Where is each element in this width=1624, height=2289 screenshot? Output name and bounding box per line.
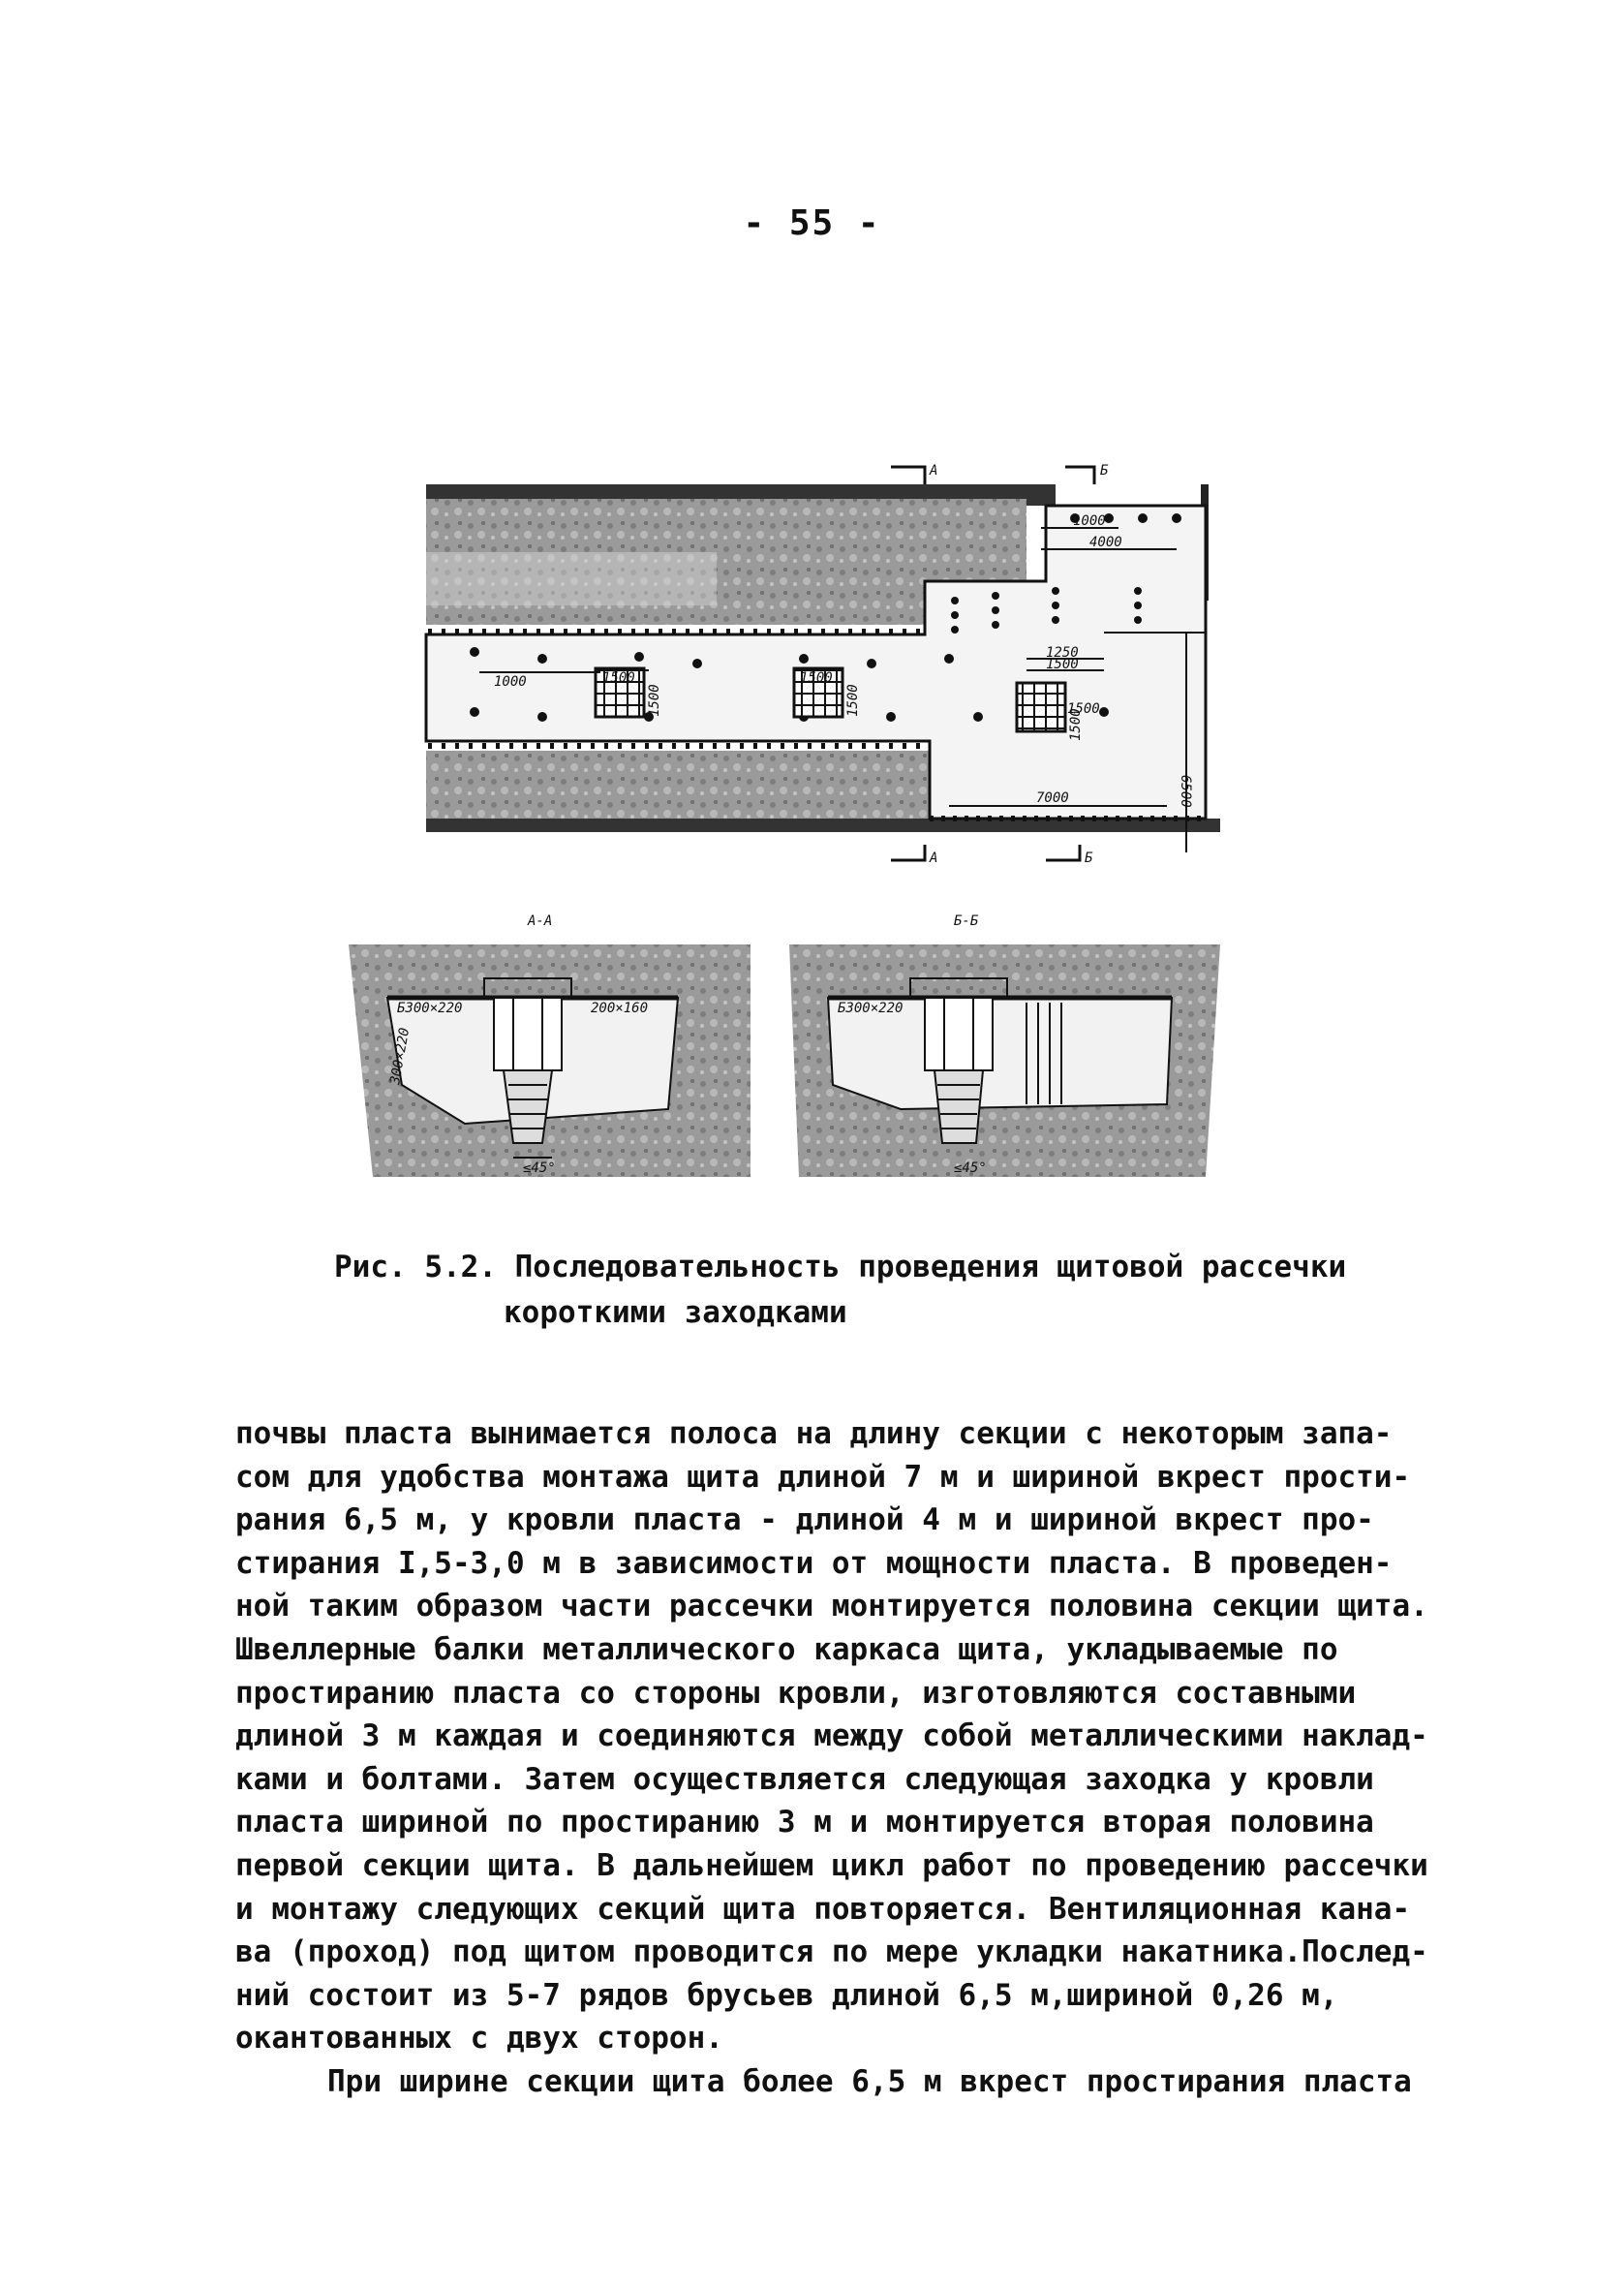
section-mark-b-top: Б: [1100, 463, 1109, 479]
caption-line-1: Рис. 5.2. Последовательность проведения щитовой рассечки: [334, 1250, 1347, 1284]
beam-label-aa-left: Б300×220: [397, 1001, 463, 1016]
section-mark-a-bottom: А: [930, 851, 938, 866]
section-mark-b-bottom: Б: [1085, 851, 1093, 866]
dim-1500-c: 1500: [1067, 701, 1100, 717]
text-line-indented: При ширине секции щита более 6,5 м вкрест простирания пласта: [327, 2063, 1412, 2099]
section-mark-a-top: A: [930, 463, 938, 479]
text-line: стирания I,5-3,0 м в зависимости от мощности пласта. В проведен-: [235, 1545, 1393, 1581]
page-number: - 55 -: [743, 203, 881, 243]
text-line: простиранию пласта со стороны кровли, изготовляются составными: [235, 1675, 1357, 1711]
dim-1500-a: 1500: [602, 670, 635, 686]
dim-7000: 7000: [1036, 790, 1069, 806]
angle-label-aa: ≤45°: [523, 1160, 556, 1176]
angle-label-bb: ≤45°: [954, 1160, 987, 1176]
dim-4000: 4000: [1089, 535, 1122, 550]
section-title-bb: Б-Б: [954, 913, 979, 929]
beam-label-bb-left: Б300×220: [838, 1001, 904, 1016]
text-line: длиной 3 м каждая и соединяются между собой металлическими наклад-: [235, 1718, 1428, 1754]
section-bb: [789, 944, 1220, 1177]
dim-1000-top: 1000: [1073, 513, 1106, 529]
text-line: ва (проход) под щитом проводится по мере укладки накатника.Послед-: [235, 1934, 1428, 1970]
text-line: почвы пласта вынимается полоса на длину секции с некоторым запа-: [235, 1416, 1393, 1451]
text-line: и монтажу следующих секций щита повторяется. Вентиляционная кана-: [235, 1891, 1411, 1927]
text-line: сом для удобства монтажа щита длиной 7 м и шириной вкрест прости-: [235, 1459, 1411, 1495]
dim-1500-v1: 1500: [647, 684, 662, 717]
section-aa: [349, 944, 751, 1177]
support-frame-3: [1017, 683, 1065, 731]
dim-1500-b: 1500: [800, 670, 833, 686]
text-line: Швеллерные балки металлического каркаса щита, укладываемые по: [235, 1631, 1338, 1667]
text-line: ной таким образом части рассечки монтируется половина секции щита.: [235, 1589, 1428, 1624]
text-line: ками и болтами. Затем осуществляется следующая заходка у кровли: [235, 1761, 1374, 1797]
text-line: рания 6,5 м, у кровли пласта - длиной 4 м и шириной вкрест про-: [235, 1502, 1374, 1538]
text-line: окантованных с двух сторон.: [235, 2021, 723, 2057]
text-line: пласта шириной по простиранию 3 м и монтируется вторая половина: [235, 1805, 1374, 1840]
dim-6500: 6500: [1178, 775, 1193, 808]
text-line: ний состоит из 5-7 рядов брусьев длиной 6,5 м,шириной 0,26 м,: [235, 1977, 1338, 2013]
beam-label-aa-vert: 300×220: [387, 1026, 414, 1086]
section-title-aa: А-А: [528, 913, 553, 929]
dim-1500-v2: 1500: [845, 684, 861, 717]
text-line: первой секции щита. В дальнейшем цикл работ по проведению рассечки: [235, 1847, 1428, 1883]
dim-1250: 1250: [1046, 645, 1079, 661]
dim-1500-v3: 1500: [1068, 708, 1084, 741]
beam-label-aa-right: 200×160: [591, 1001, 649, 1016]
dim-1000-left: 1000: [494, 674, 527, 690]
figure-plan-and-sections: [349, 426, 1269, 1201]
figure-caption: [334, 1245, 1399, 1336]
caption-line-2: короткими заходками: [504, 1295, 847, 1330]
dim-1500-right: 1500: [1046, 657, 1079, 672]
body-paragraph: [235, 1412, 1446, 2104]
rock-lower: [426, 751, 930, 823]
plan-view: [426, 463, 1220, 866]
